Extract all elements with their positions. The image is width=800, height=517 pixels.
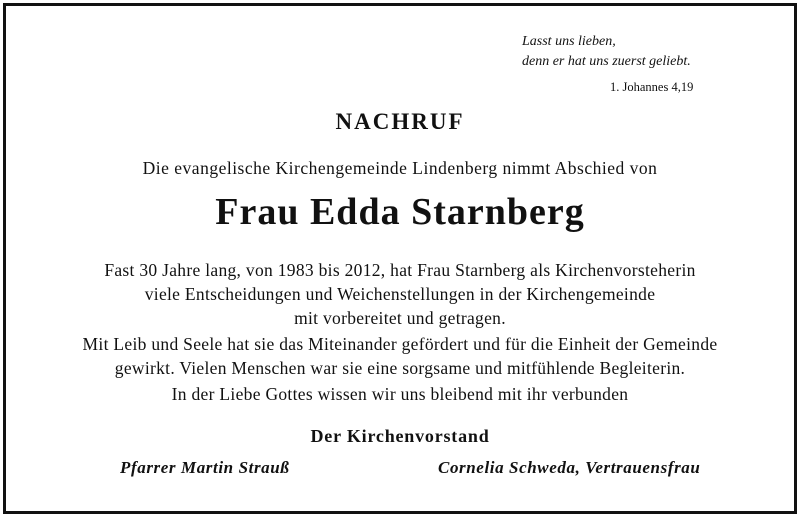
bible-verse	[522, 32, 691, 72]
signature-heading: Der Kirchenvorstand	[310, 426, 490, 446]
body-line: In der Liebe Gottes wissen wir uns bleibend mit ihr verbunden	[171, 384, 629, 404]
body-line: viele Entscheidungen und Weichenstellungen in der Kirchengemeinde	[144, 284, 656, 304]
body-line: gewirkt. Vielen Menschen war sie eine sorgsame und mitfühlende Begleiterin.	[114, 358, 686, 378]
obituary-title: NACHRUF	[335, 109, 465, 134]
obituary-body	[0, 258, 800, 406]
body-line: mit vorbereitet und getragen.	[294, 308, 506, 328]
signer-trustee: Cornelia Schweda, Vertrauensfrau	[438, 458, 701, 477]
verse-line-2: denn er hat uns zuerst geliebt.	[522, 54, 691, 69]
body-line: Fast 30 Jahre lang, von 1983 bis 2012, hat Frau Starnberg als Kirchenvorsteherin	[104, 260, 696, 280]
deceased-name: Frau Edda Starnberg	[215, 191, 585, 233]
verse-reference: 1. Johannes 4,19	[610, 80, 694, 94]
signer-pastor: Pfarrer Martin Strauß	[120, 458, 290, 477]
intro-text: Die evangelische Kirchengemeinde Lindenberg nimmt Abschied von	[142, 158, 658, 178]
verse-line-1: Lasst uns lieben,	[522, 34, 616, 49]
body-line: Mit Leib und Seele hat sie das Miteinander gefördert und für die Einheit der Gemeinde	[82, 334, 718, 354]
